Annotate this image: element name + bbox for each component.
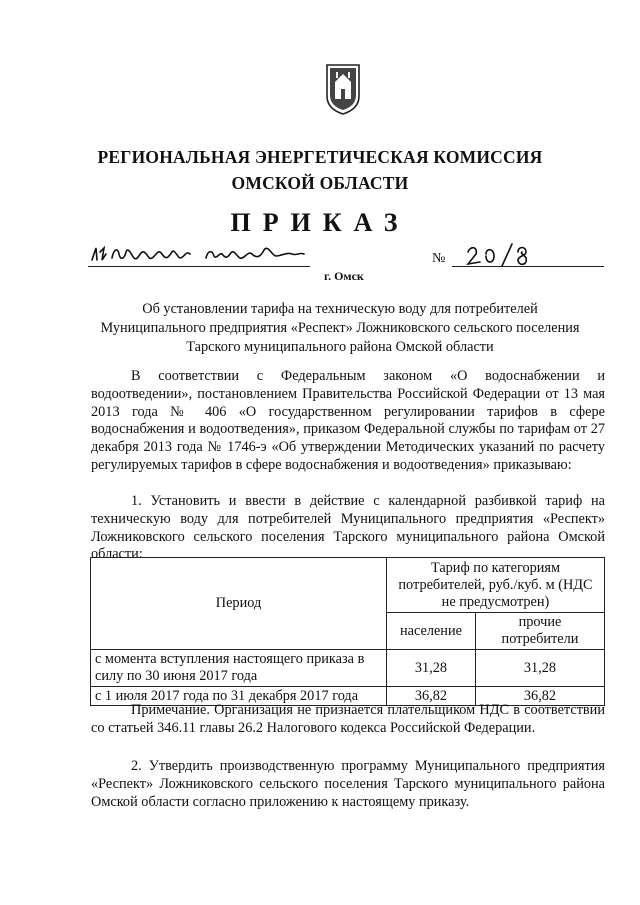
table-row: [91, 650, 605, 687]
table-header-tariff: Тариф по категориям потребителей, руб./куб. м (НДС не предусмотрен): [387, 558, 605, 613]
item-1-paragraph: 1. Установить и ввести в действие с календарной разбивкой тариф на техническую воду для потребителей Муниципального предприятия «Респект» Ложниковского сельского поселения Тарского муниципального района Омской области:: [91, 493, 605, 563]
table-cell-population: 36,82: [387, 687, 476, 706]
table-header-period: Период: [91, 558, 387, 650]
preamble-paragraph: В соответствии с Федеральным законом «О водоснабжении и водоотведении», постановлением Правительства Российской Федерации от 13 мая 2013 года № 406 «О государственном регулировании тарифов в сфере водоснабжения и водоотведения», приказом Федеральной службы по тарифам от 27 декабря 2013 года № 1746-э «Об утверждении Методических указаний по расчету регулируемых тарифов в сфере водоснабжения и водоотведения» приказываю:: [91, 368, 605, 473]
organization-name-line1: РЕГИОНАЛЬНАЯ ЭНЕРГЕТИЧЕСКАЯ КОМИССИЯ: [97, 147, 543, 167]
table-cell-period: с момента вступления настоящего приказа в силу по 30 июня 2017 года: [91, 650, 387, 687]
coat-of-arms-icon: [324, 62, 362, 116]
table-header-population: население: [387, 613, 476, 650]
table-header-other: прочие потребители: [475, 613, 604, 650]
number-underline: [452, 266, 604, 267]
handwritten-date: [88, 242, 308, 266]
number-sign: №: [432, 251, 446, 266]
tariff-table: [90, 557, 605, 706]
table-cell-other: 31,28: [475, 650, 604, 687]
item-2-paragraph: 2. Утвердить производственную программу Муниципального предприятия «Респект» Ложниковского сельского поселения Тарского муниципального района Омской области согласно приложению к настоящему приказу.: [91, 758, 605, 810]
table-cell-period: с 1 июля 2017 года по 31 декабря 2017 года: [91, 687, 387, 706]
document-subject: Об установлении тарифа на техническую воду для потребителей Муниципального предприятия «Респект» Ложниковского сельского поселения Тарского муниципального района Омской области: [100, 301, 580, 355]
handwritten-number: [462, 242, 532, 268]
table-cell-population: 31,28: [387, 650, 476, 687]
city: г. Омск: [324, 269, 364, 283]
table-cell-other: 36,82: [475, 687, 604, 706]
vat-note: Примечание. Организация не признается плательщиком НДС в соответствии со статьей 346.11 главы 26.2 Налогового кодекса Российской Федерации.: [91, 702, 605, 736]
date-underline: [88, 266, 310, 267]
document-type-title: ПРИКАЗ: [230, 208, 410, 237]
organization-name-line2: ОМСКОЙ ОБЛАСТИ: [231, 173, 409, 193]
